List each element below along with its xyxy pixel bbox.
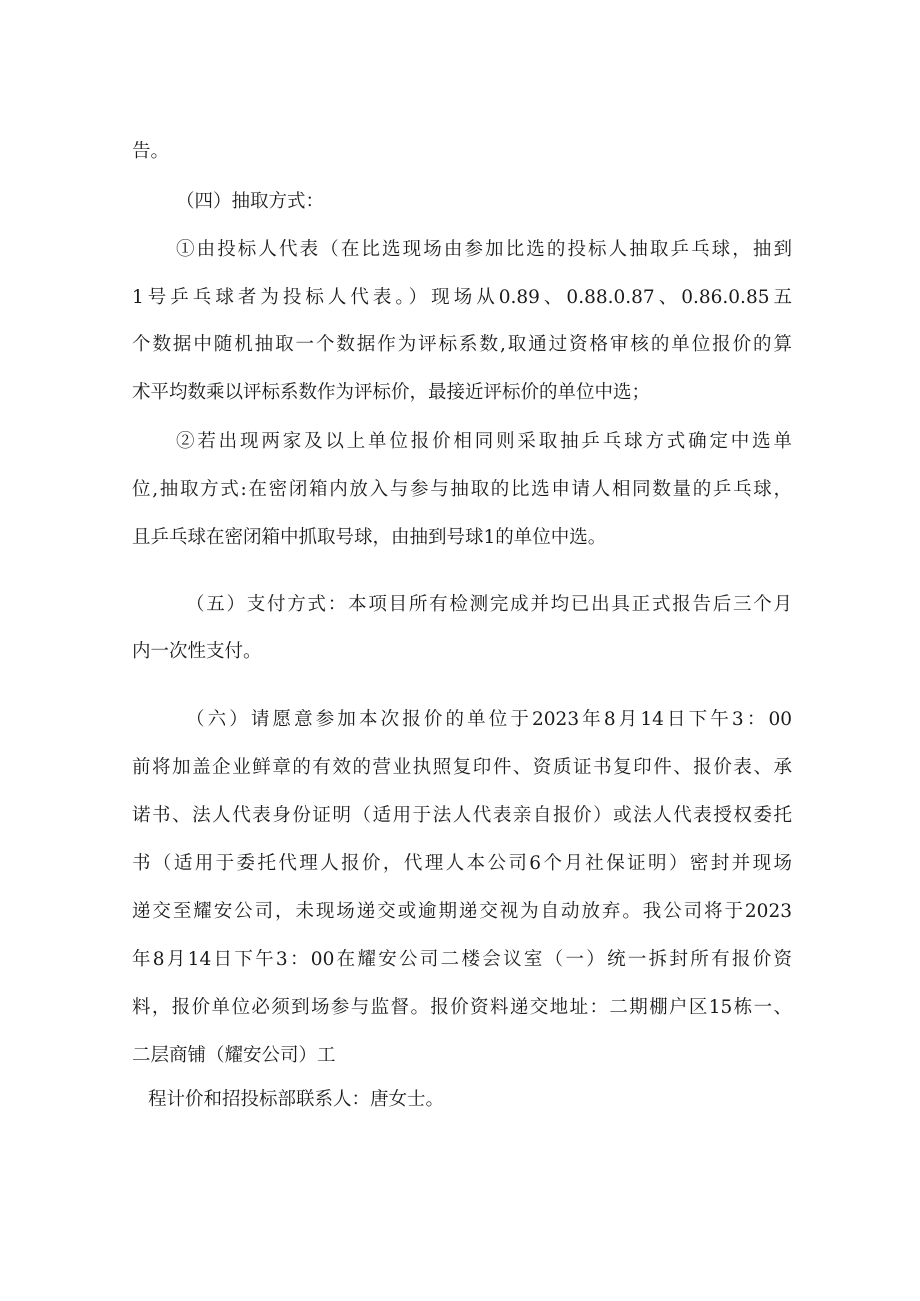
paragraph-line: 术平均数乘以评标系数作为评标价，最接近评标价的单位中选； [132,381,651,403]
paragraph-line: ②若出现两家及以上单位报价相同则采取抽乒乓球方式确定中选单 [176,430,792,452]
contact-line: 程计价和招投标部联系人：唐女士。 [148,1088,445,1110]
paragraph-line: 递交至耀安公司，未现场递交或逾期递交视为自动放弃。我公司将于2023 [132,900,792,922]
paragraph-line: 年8月14日下午3：00在耀安公司二楼会议室（一）统一拆封所有报价资 [132,948,792,970]
paragraph-line: 前将加盖企业鲜章的有效的营业执照复印件、资质证书复印件、报价表、承 [132,756,792,778]
paragraph-line: 位,抽取方式:在密闭箱内放入与参与抽取的比选申请人相同数量的乒乓球， [132,478,792,500]
paragraph-line: 内一次性支付。 [132,640,262,662]
paragraph-line: 1号乒乓球者为投标人代表。）现场从0.89、0.88.0.87、0.86.0.85五 [132,286,792,308]
section-heading-four: （四）抽取方式： [176,190,325,212]
paragraph-line: 二层商铺（耀安公司）工 [132,1044,336,1066]
paragraph-line: 料，报价单位必须到场参与监督。报价资料递交地址：二期棚户区15栋一、 [132,996,792,1018]
section-heading-six: （六）请愿意参加本次报价的单位于2023年8月14日下午3：00 [186,708,792,730]
section-heading-five: （五）支付方式：本项目所有检测完成并均已出具正式报告后三个月 [186,593,792,615]
paragraph-line: 诺书、法人代表身份证明（适用于法人代表亲自报价）或法人代表授权委托 [132,804,792,826]
paragraph-line: 个数据中随机抽取一个数据作为评标系数,取通过资格审核的单位报价的算 [132,333,792,355]
paragraph-line: ①由投标人代表（在比选现场由参加比选的投标人抽取乒乓球，抽到 [176,238,792,260]
paragraph-line: 且乒乓球在密闭箱中抓取号球，由抽到号球1的单位中选。 [132,526,607,548]
paragraph-line: 书（适用于委托代理人报价，代理人本公司6个月社保证明）密封并现场 [132,852,792,874]
paragraph-line: 告。 [132,140,170,162]
